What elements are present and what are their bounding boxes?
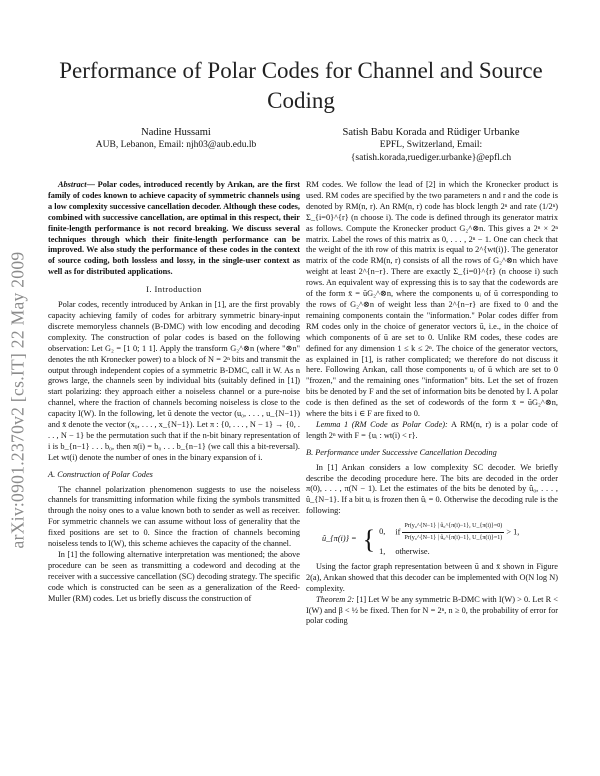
case-condition	[395, 521, 519, 544]
intro-paragraph: Polar codes, recently introduced by Arıkan in [1], are the first provably capacity achieving family of codes for arbitrary symmetric binary-input discrete memoryless channels (B-DMC) with low encoding and decoding complexity. The construction of polar codes is based on the following observation: Let G₂ = [1 0; 1 1]. Apply the transform G₂^⊗n (where "⊗n" denotes the nth Kronecker power) to a block of N = 2ⁿ bits and transmit the output through independent copies of a symmetric B-DMC, call it W. As n grows large, the channels seen by individual bits (suitably defined in [1]) start polarizing: they approach either a noiseless channel or a pure-noise channel, where the fraction of channels becoming noiseless is close to the capacity I(W). In the following, let ū denote the vector (u₀, . . . , u_{N−1}) and x̄ denote the vector (x₀, . . . , x_{N−1}). Let π : {0, . . . , N − 1} → {0, . . . , N − 1} be the permutation such that if the n-bit binary representation of i is b_{n−1} . . . b₀, then π(i) = b₀ . . . b_{n−1} (we call this a bit-reversal). Let wt(i) denote the number of ones in the binary expansion of i.	[48, 300, 300, 462]
abstract	[48, 180, 300, 278]
lemma-text: A RM(n, r) is a polar code of length 2ⁿ with F = {uᵢ : wt(i) < r}.	[306, 419, 558, 440]
lemma-1	[306, 420, 558, 442]
case-value: 0,	[379, 527, 386, 537]
equation-cases	[379, 521, 519, 558]
abstract-lead: Abstract	[58, 180, 87, 189]
sc-decoding-paragraph: In [1] Arıkan considers a low complexity SC decoder. We briefly describe the decoding procedure here. The bits are decoded in the order π(0), . . . , π(N − 1). Let the estimates of the bits be denoted by û₀, . . . , û_{N−1}. If a bit uᵢ is frozen then ûᵢ = 0. Otherwise the decoding rule is the following:	[306, 462, 558, 516]
construction-paragraph-1: The channel polarization phenomenon suggests to use the noiseless channels for transmitting information while fixing the symbols transmitted through the noisy ones to a value known both to sender as well as receiver. For symmetric channels we can assume without loss of generality that the fixed positions are set to 0. Since the fraction of channels becoming noiseless tends to I(W), this scheme achieves the capacity of the channel.	[48, 484, 300, 549]
factor-graph-paragraph: Using the factor graph representation between ū and x̄ shown in Figure 2(a), Arıkan showed that this decoder can be implemented with O(N log N) complexity.	[306, 561, 558, 593]
arxiv-stamp	[6, 210, 30, 590]
author-affiliation: AUB, Lebanon, Email: njh03@aub.edu.lb	[95, 140, 257, 150]
arxiv-id: arXiv:0901.2370v2 [cs.IT] 22 May 2009	[7, 251, 28, 549]
paper-title: Performance of Polar Codes for Channel and Source Coding	[59, 58, 543, 113]
case-condition-prefix: if	[395, 527, 401, 537]
lemma-heading: Lemma 1 (RM Code as Polar Code):	[316, 419, 448, 429]
case-condition-suffix: > 1,	[506, 527, 520, 537]
equation-case-0	[379, 521, 519, 544]
theorem-heading: Theorem 2:	[316, 594, 355, 604]
rm-codes-paragraph: RM codes. We follow the lead of [2] in which the Kronecker product is used. RM codes are specified by the two parameters n and r and the code is denoted by RM(n, r). An RM(n, r) code has block length 2ⁿ and rate (1/2ⁿ) Σ_{i=0}^{r} (n choose i). The code is defined through its generator matrix as follows. Compute the Kronecker product G₂^⊗n. This gives a 2ⁿ × 2ⁿ matrix. Label the rows of this matrix as 0, . . . , 2ⁿ − 1. One can check that the weight of the ith row of this matrix is equal to 2^{wt(i)}. The generator matrix of the code RM(n, r) consists of all the rows of G₂^⊗n which have weight at least 2^{n−r}. There are exactly Σ_{i=0}^{r} (n choose i) such rows. An equivalent way of expressing this is to say that the codewords are of the form x̄ = ūG₂^⊗n, where the components uᵢ of ū corresponding to the rows of G₂^⊗n of weight less than 2^{n−r} are fixed to 0 and the remaining components contain the "information." Polar codes differ from RM codes only in the choice of generator vectors ū, i.e., in the choice of which components of ū are set to 0. Unlike RM codes, these codes are defined for any dimension 1 ≤ k ≤ 2ⁿ. The choice of the generator vectors, as explained in [1], is rather complicated; we therefore do not discuss it here. Following Arıkan, call those components uᵢ of ū which are set to 0 "frozen," and the remaining ones "information" bits. Let the set of frozen bits be denoted by F and the set of information bits be denoted by I. A polar code is then defined as the set of codewords of the form x̄ = ūG₂^⊗n, where the bits i ∈ F are fixed to 0.	[306, 180, 558, 419]
equation-brace: {	[362, 524, 376, 554]
author-name: Nadine Hussami	[141, 127, 211, 138]
left-column	[48, 180, 300, 605]
subsection-heading-construction: A. Construction of Polar Codes	[48, 469, 153, 479]
construction-paragraph-2: In [1] the following alternative interpretation was mentioned; the above procedure can be seen as transmitting a codeword and decoding at the receiver with a successive cancellation (SC) decoding strategy. The specific code which is constructed can be seen as a generalization of the Reed-Muller (RM) codes. Let us briefly discuss the construction of	[48, 550, 300, 603]
right-column	[306, 180, 558, 627]
author-block-1	[56, 126, 296, 152]
abstract-text: — Polar codes, introduced recently by Arıkan, are the first family of codes known to achieve capacity of symmetric channels using a low complexity successive cancellation decoder. Although these codes, combined with successive cancellation, are optimal in this respect, their finite-length performance is not record breaking. We discuss several techniques through which their finite-length performance can be improved. We also study the performance of these codes in the context of source coding, both lossless and lossy, in the single-user context as well as for distributed applications.	[48, 180, 300, 277]
author-name: Satish Babu Korada and Rüdiger Urbanke	[342, 127, 520, 138]
equation-case-1	[379, 547, 519, 558]
ratio-numerator: Pr(y₀^{N−1} | û₀^{π(i)−1}, U_{π(i)}=0)	[402, 521, 504, 533]
equation-lhs: û_{π(i)} =	[322, 534, 357, 544]
section-heading-introduction: I. Introduction	[146, 284, 202, 295]
case-condition: otherwise.	[395, 547, 430, 556]
subsection-heading-performance: B. Performance under Successive Cancellation Decoding	[306, 447, 497, 457]
theorem-2	[306, 595, 558, 628]
theorem-text: [1] Let W be any symmetric B-DMC with I(W) > 0. Let R < I(W) and β < ½ be fixed. Then for N = 2ⁿ, n ≥ 0, the probability of error for polar coding	[306, 594, 558, 626]
likelihood-ratio	[402, 521, 504, 544]
author-affiliation: EPFL, Switzerland, Email: {satish.korada,ruediger.urbanke}@epfl.ch	[350, 140, 512, 163]
decoding-rule-equation	[322, 521, 558, 558]
ratio-denominator: Pr(y₀^{N−1} | û₀^{π(i)−1}, U_{π(i)}=1)	[404, 535, 503, 542]
author-block-2	[306, 126, 556, 165]
case-value: 1,	[379, 547, 386, 556]
